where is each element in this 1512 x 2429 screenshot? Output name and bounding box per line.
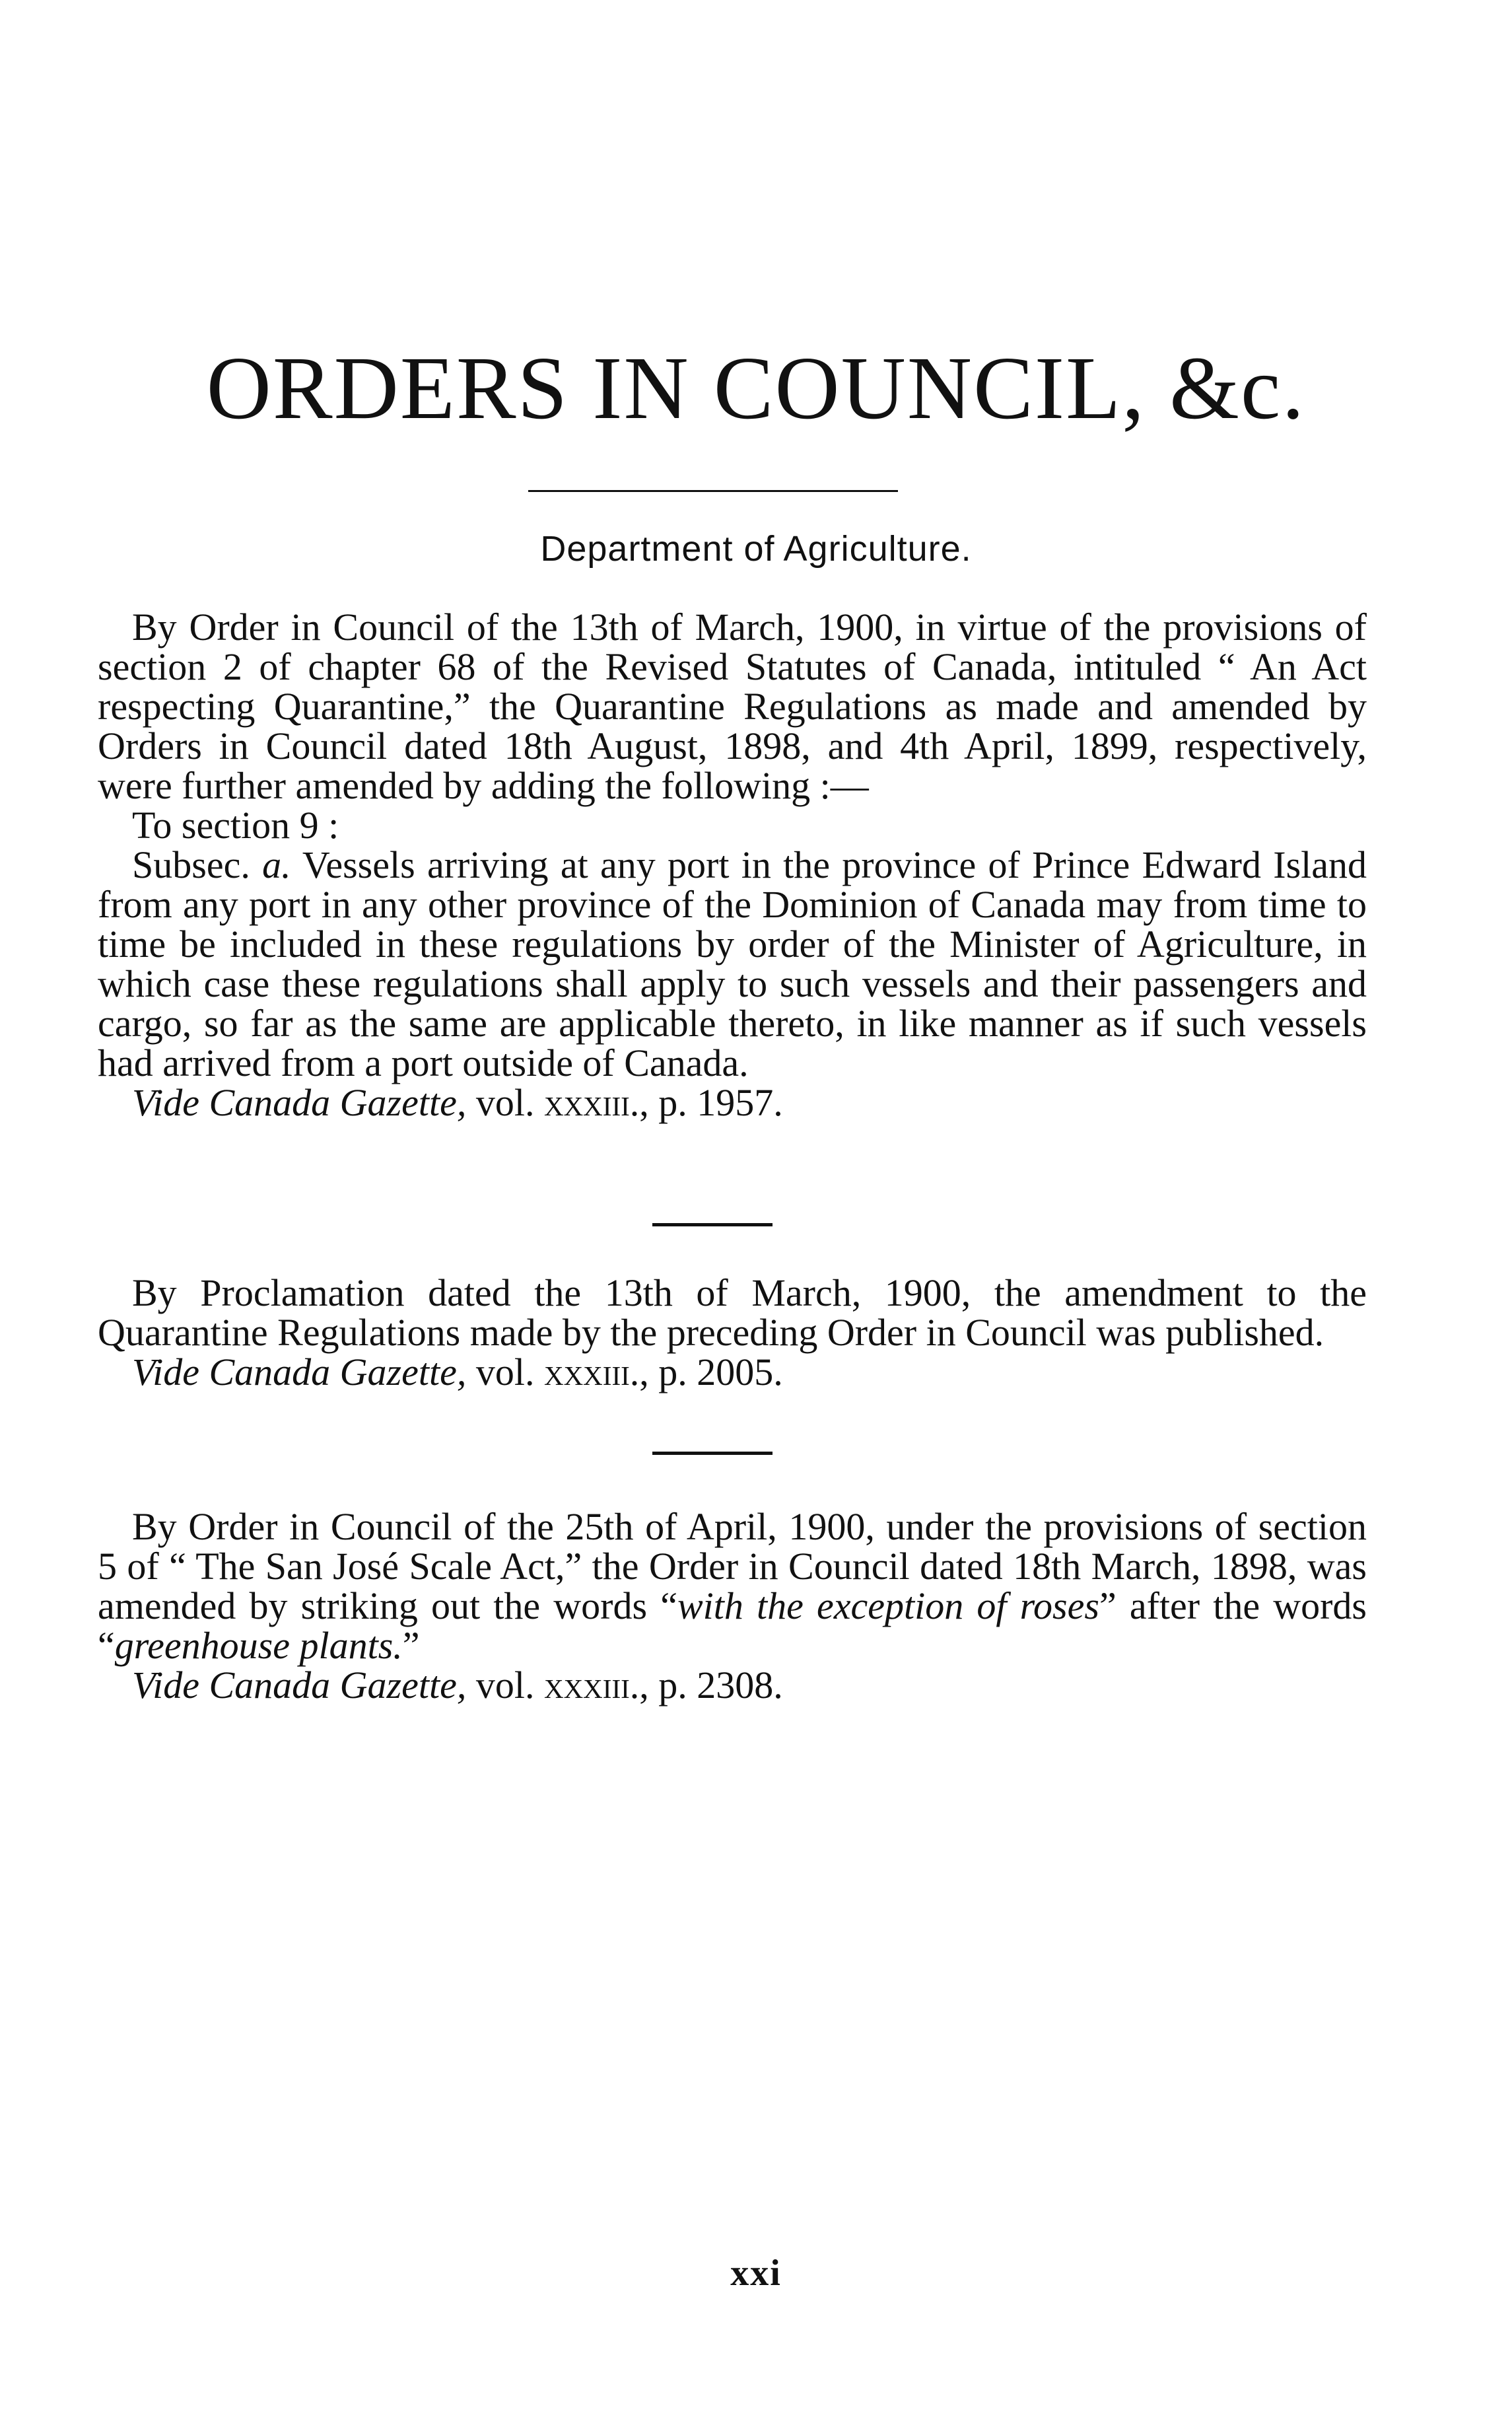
- vide-vol: vol.: [475, 1351, 535, 1393]
- subsec-letter: a.: [262, 843, 291, 886]
- vide-italic: Vide Canada Gazette,: [132, 1351, 467, 1393]
- page-folio: xxi: [730, 2253, 782, 2294]
- subsec-text: Vessels arriving at any port in the province of Prince Edward Island from any port in any other province of the Dominion of Canada may from time to time be included in these regulations by order of the Minister of Agriculture, in which case these regulations shall apply to such vessels and their passengers and cargo, so far as the same are applicable thereto, in like manner as if such vessels had arrived from a port outside of Canada.: [98, 843, 1367, 1084]
- page-title: ORDERS IN COUNCIL, &c.: [206, 339, 1306, 438]
- section-separator: [652, 1223, 773, 1226]
- proclamation: [98, 1273, 1367, 1392]
- order2-text-a: By Order in Council of the 25th of April, 1900, under the provisions of section 5 of “ The San José Scale Act,” the Order in Council dated 18th March, 1898, was amended by striking out the words “: [98, 1505, 1367, 1627]
- vide-numeral: xxxiii.,: [543, 1664, 649, 1707]
- order-in-council-quarantine: [98, 608, 1367, 1123]
- vide-page: p. 2005.: [658, 1351, 783, 1393]
- order1-paragraph: By Order in Council of the 13th of March, 1900, in virtue of the provisions of section 2 of chapter 68 of the Revised Statutes of Canada, intituled “ An Act respecting Quarantine,” the Quarantine Regulations as made and amended by Orders in Council dated 18th August, 1898, and 4th April, 1899, respectively, were further amended by adding the following :—: [98, 606, 1367, 807]
- proclamation-vide: [98, 1353, 1367, 1392]
- order2-italic-b: greenhouse plants.: [114, 1624, 403, 1667]
- order2-italic-a: with the exception of roses: [677, 1584, 1099, 1627]
- department-heading: Department of Agriculture.: [540, 529, 972, 569]
- section-separator: [652, 1452, 773, 1455]
- vide-vol: vol.: [475, 1664, 535, 1707]
- order1-vide: [98, 1083, 1367, 1123]
- vide-page: p. 1957.: [658, 1081, 783, 1124]
- order2-vide: [98, 1666, 1367, 1705]
- vide-page: p. 2308.: [658, 1664, 783, 1707]
- vide-vol: vol.: [475, 1081, 535, 1124]
- title-rule: [528, 490, 898, 492]
- order1-to-section: To section 9 :: [132, 804, 339, 847]
- vide-italic: Vide Canada Gazette,: [132, 1664, 467, 1707]
- order-in-council-san-jose-scale: [98, 1507, 1367, 1705]
- proclamation-paragraph: By Proclamation dated the 13th of March, 1900, the amendment to the Quarantine Regulations made by the preceding Order in Council was published.: [98, 1271, 1367, 1354]
- order2-text-b: ” after the words “: [98, 1584, 1367, 1667]
- vide-italic: Vide Canada Gazette,: [132, 1081, 467, 1124]
- vide-numeral: xxxiii.,: [543, 1081, 649, 1124]
- vide-numeral: xxxiii.,: [543, 1351, 649, 1393]
- subsec-label: Subsec.: [132, 843, 250, 886]
- order2-text-c: ”: [402, 1624, 420, 1667]
- order2-paragraph: [98, 1507, 1367, 1666]
- order1-subsection: [98, 845, 1367, 1083]
